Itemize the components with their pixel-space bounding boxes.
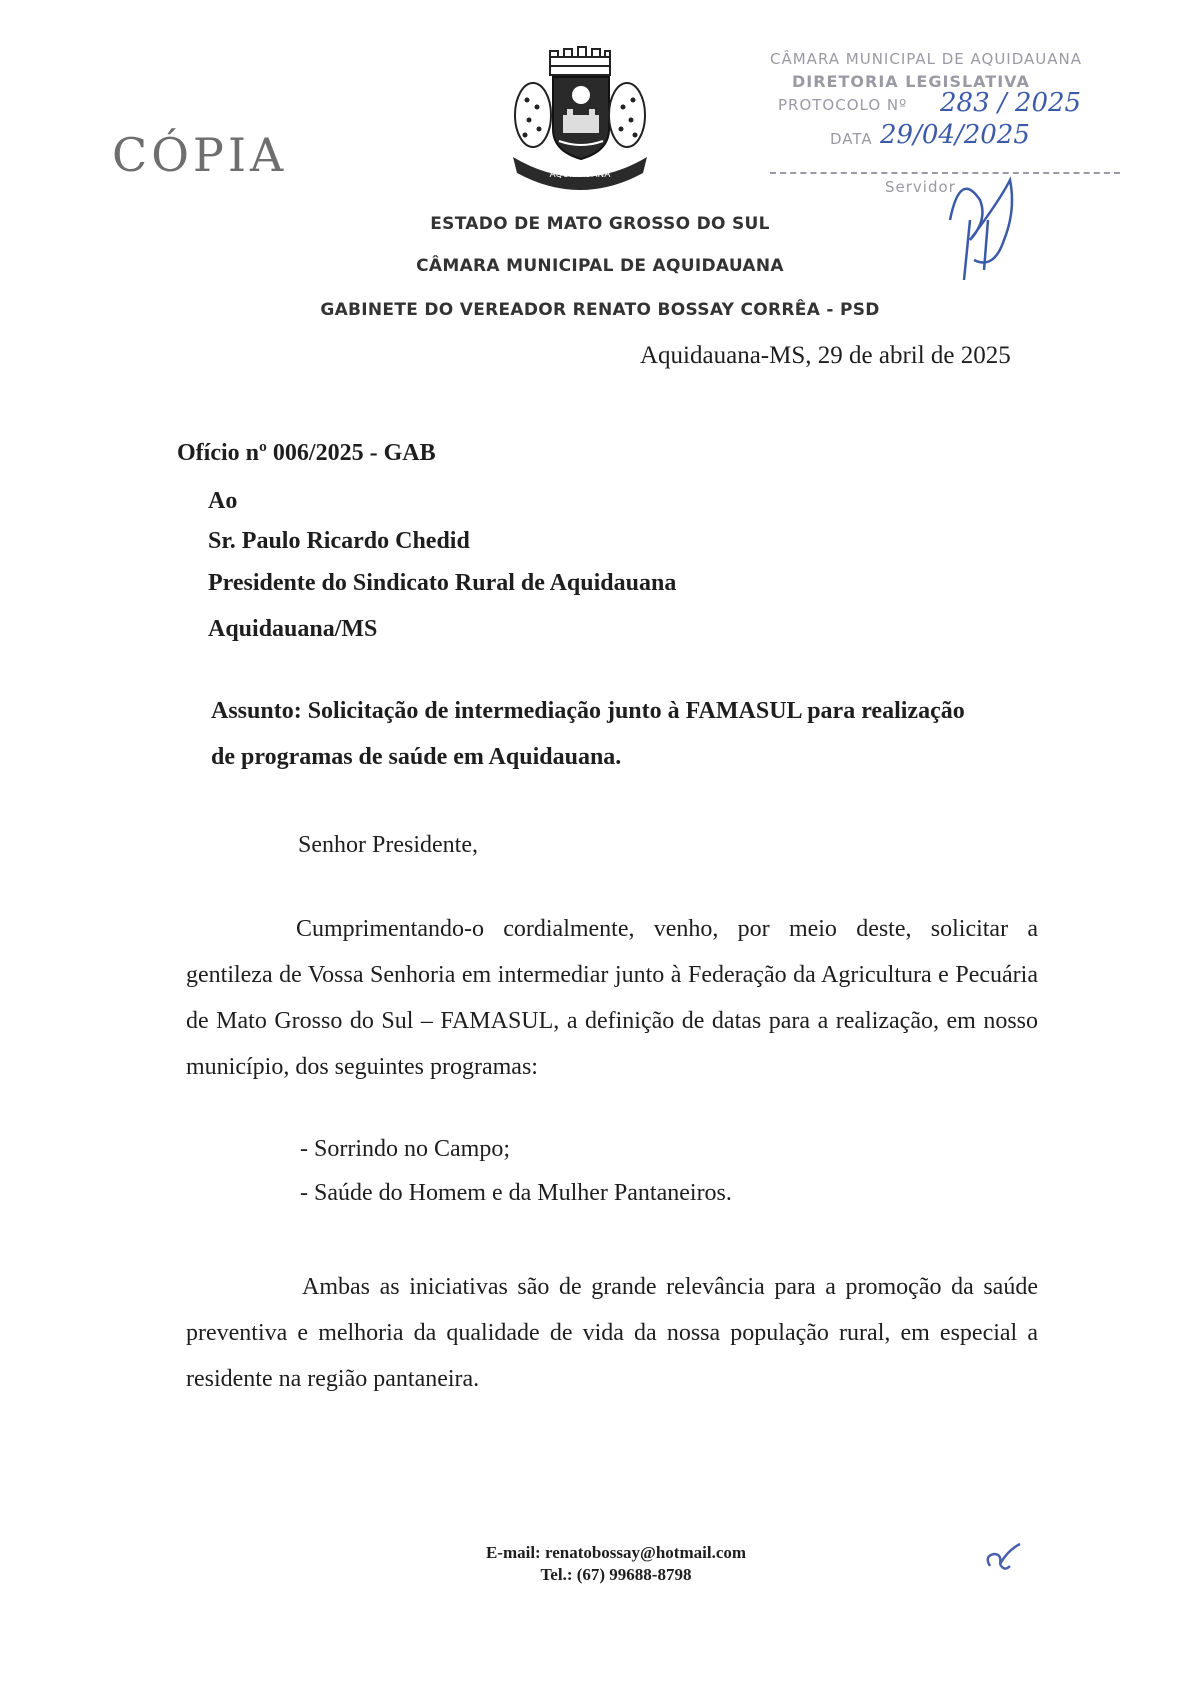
salutation: Senhor Presidente, [298,832,478,858]
header-state: ESTADO DE MATO GROSSO DO SUL [430,214,770,234]
subject-line-2: de programas de saúde em Aquidauana. [211,744,622,770]
footer-phone: Tel.: (67) 99688-8798 [540,1565,692,1584]
recipient-name: Sr. Paulo Ricardo Chedid [208,528,470,554]
protocol-date-handwritten: 29/04/2025 [880,120,1030,150]
initials-mark-icon [980,1538,1030,1578]
paragraph-1-body: gentileza de Vossa Senhoria em intermediar junto à Federação da Agricultura e Pecuária de Mato Grosso do Sul – FAMASUL, a definição de datas para a realização, em nosso município, dos seguintes programas: [186,962,1038,1080]
footer-email: E-mail: renatobossay@hotmail.com [485,1543,747,1562]
protocol-line-directorate: DIRETORIA LEGISLATIVA [792,72,1030,91]
protocol-number-label: PROTOCOLO Nº [778,96,908,114]
program-item: - Sorrindo no Campo; [300,1136,510,1162]
document-number: Ofício nº 006/2025 - GAB [177,440,436,466]
date-line: Aquidauana-MS, 29 de abril de 2025 [640,342,1011,369]
header-chamber: CÂMARA MUNICIPAL DE AQUIDAUANA [416,256,784,276]
paragraph-1-first-line: Cumprimentando-o cordialmente, venho, por meio deste, solicitar a [296,916,1038,942]
recipient-to: Ao [208,488,238,514]
program-item: - Saúde do Homem e da Mulher Pantaneiros. [300,1180,732,1206]
protocol-date-label: DATA [830,130,873,148]
subject-line-1: Assunto: Solicitação de intermediação junto à FAMASUL para realização [211,698,965,724]
municipal-coat-of-arms [505,45,655,195]
protocol-line-chamber: CÂMARA MUNICIPAL DE AQUIDAUANA [770,50,1082,68]
copy-stamp: CÓPIA [112,128,288,182]
recipient-city: Aquidauana/MS [208,616,378,642]
header-office: GABINETE DO VEREADOR RENATO BOSSAY CORRÊA - PSD [320,300,880,320]
protocol-number-handwritten: 283 / 2025 [940,88,1082,118]
paragraph-2-body: preventiva e melhoria da qualidade de vida da nossa população rural, em especial a residente na região pantaneira. [186,1320,1038,1392]
protocol-servant-label: Servidor [885,178,956,196]
coat-ribbon-text: AQUIDAUANA [549,170,611,180]
paragraph-2-first-line: Ambas as iniciativas são de grande relevância para a promoção da saúde [302,1274,1038,1300]
recipient-title: Presidente do Sindicato Rural de Aquidauana [208,570,677,596]
